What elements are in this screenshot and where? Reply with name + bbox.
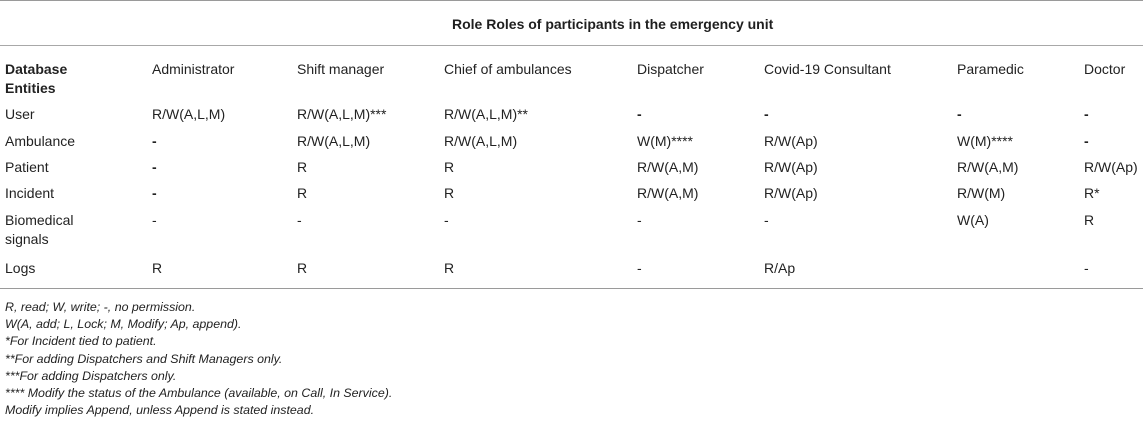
table-cell: R [444,185,455,201]
table-cell: R [297,159,308,175]
table-cell: R/Ap [764,260,796,276]
table-cell: - [637,260,642,276]
header-divider-rule [0,45,1143,46]
table-cell: R [297,185,308,201]
footnote-line: W(A, add; L, Lock; M, Modify; Ap, append). [5,317,242,332]
footnote-line: ***For adding Dispatchers only. [5,368,177,383]
table-cell: R [444,159,455,175]
column-header-shift-manager: Shift manager [297,61,385,77]
column-header-doctor: Doctor [1084,61,1126,77]
column-header-administrator: Administrator [152,61,235,77]
table-cell: - [152,133,157,149]
table-cell: R/W(A,M) [637,159,699,175]
table-cell: - [1084,260,1089,276]
table-bottom-rule [0,288,1143,289]
table-cell: R/W(A,L,M) [152,106,226,122]
table-cell: R/W(A,L,M)*** [297,106,387,122]
table-cell: - [764,106,769,122]
table-cell: - [297,212,302,228]
table-cell: W(A) [957,212,989,228]
table-cell: - [152,212,157,228]
table-cell: R/W(A,L,M)** [444,106,528,122]
corner-header: Database Entities [5,61,68,96]
row-header-incident: Incident [5,185,55,201]
table-cell: W(M)**** [957,133,1013,149]
table-cell: R/W(A,L,M) [444,133,518,149]
table-cell: R/W(A,M) [957,159,1019,175]
table-cell: - [637,212,642,228]
table-cell: - [957,106,962,122]
table-cell: R/W(A,L,M) [297,133,371,149]
column-header-paramedic: Paramedic [957,61,1024,77]
table-cell: - [1084,133,1089,149]
table-cell: - [1084,106,1089,122]
footnote-line: R, read; W, write; -, no permission. [5,300,196,314]
table-cell: R/W(M) [957,185,1006,201]
column-header-chief-of-ambulances: Chief of ambulances [444,61,572,77]
footnote-line: **** Modify the status of the Ambulance (available, on Call, In Service). [5,386,393,401]
table-cell: R [1084,212,1095,228]
row-header-user: User [5,106,35,122]
table-cell: - [764,212,769,228]
table-cell: - [152,159,157,175]
column-header-dispatcher: Dispatcher [637,61,704,77]
table-cell: W(M)**** [637,133,693,149]
table-cell: R* [1084,185,1100,201]
footnote-line: *For Incident tied to patient. [5,334,157,349]
table-cell: R/W(Ap) [1084,159,1138,175]
table-cell: - [444,212,449,228]
row-header-biomedical-signals: Biomedical signals [5,212,74,247]
row-header-patient: Patient [5,159,49,175]
table-cell: R/W(Ap) [764,159,818,175]
table-cell: - [637,106,642,122]
table-cell: R/W(Ap) [764,133,818,149]
table-cell: R [152,260,163,276]
column-header-covid-consultant: Covid-19 Consultant [764,61,891,77]
table-cell: R [297,260,308,276]
table-cell: R/W(A,M) [637,185,699,201]
table-footnotes [5,299,392,419]
table-cell: R/W(Ap) [764,185,818,201]
footnote-line: Modify implies Append, unless Append is stated instead. [5,403,315,418]
table-cell: R [444,260,455,276]
row-header-ambulance: Ambulance [5,133,76,149]
table-top-rule [0,0,1143,1]
footnote-line: **For adding Dispatchers and Shift Managers only. [5,351,283,366]
row-header-logs: Logs [5,260,36,276]
spanning-header: Role Roles of participants in the emergency unit [452,16,774,32]
table-cell: - [152,185,157,201]
